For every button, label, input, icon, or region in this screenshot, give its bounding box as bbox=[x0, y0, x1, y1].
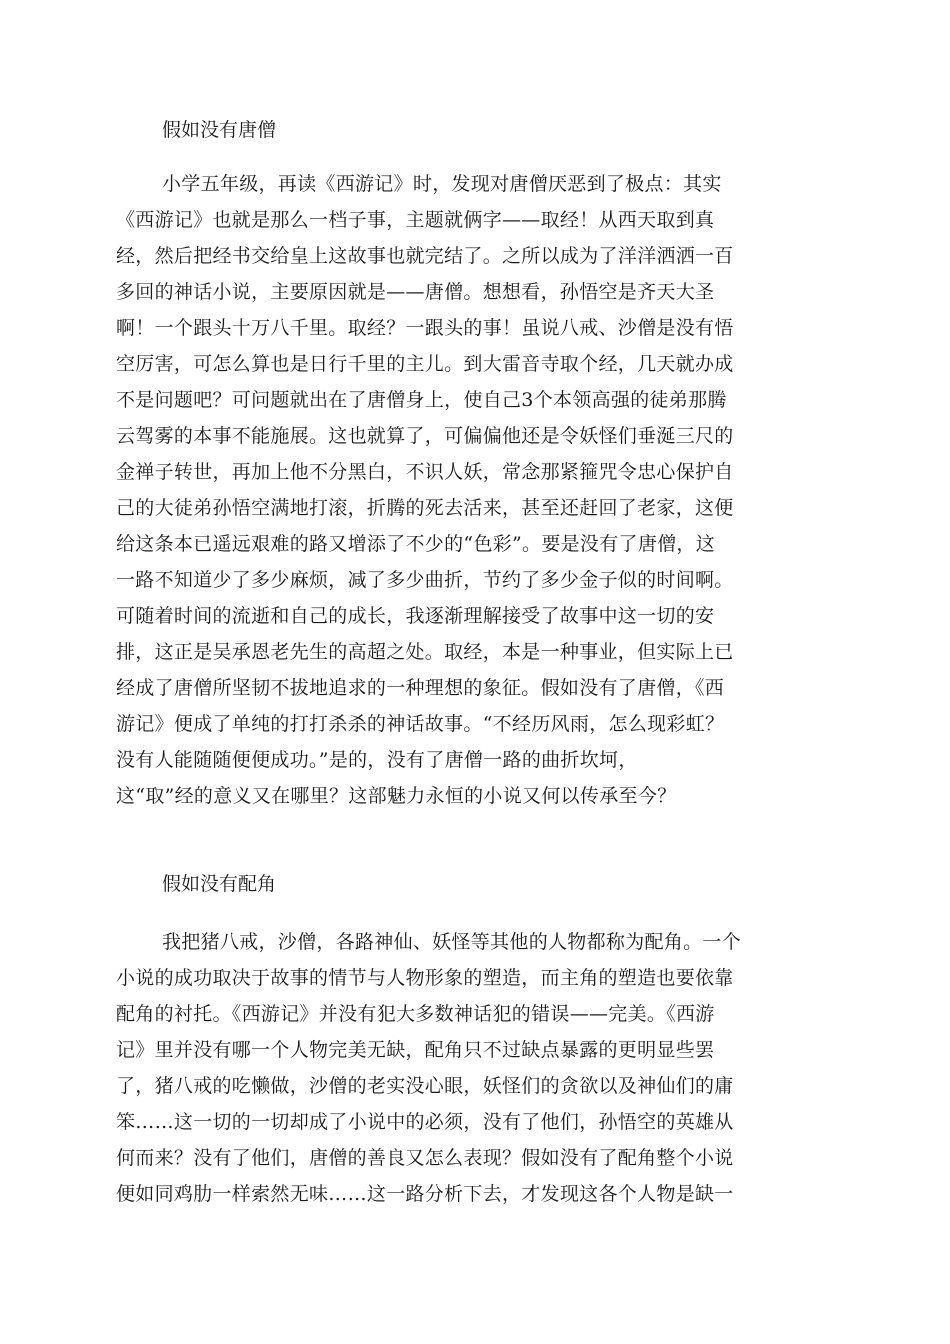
paragraph-line: 己的大徒弟孙悟空满地打滚，折腾的死去活来，甚至还赶回了老家，这便 bbox=[116, 497, 734, 519]
paragraph-line: 配角的衬托。《西游记》并没有犯大多数神话犯的错误——完美。《西游 bbox=[116, 1003, 715, 1025]
paragraph-line: 云驾雾的本事不能施展。这也就算了，可偏偏他还是令妖怪们垂涎三尺的 bbox=[116, 425, 734, 447]
paragraph-line: 空厉害，可怎么算也是日行千里的主儿。到大雷音寺取个经，几天就办成 bbox=[116, 353, 734, 375]
paragraph-line: 这“取”经的意义又在哪里？这部魅力永恒的小说又何以传承至今？ bbox=[116, 785, 677, 807]
paragraph-line: 给这条本已遥远艰难的路又增添了不少的“色彩”。要是没有了唐僧，这 bbox=[116, 533, 716, 555]
paragraph-line: 一路不知道少了多少麻烦，减了多少曲折，节约了多少金子似的时间啊。 bbox=[116, 569, 734, 591]
paragraph-line: 便如同鸡肋一样索然无味……这一路分析下去，才发现这各个人物是缺一 bbox=[116, 1183, 734, 1205]
paragraph-line: 记》里并没有哪一个人物完美无缺，配角只不过缺点暴露的更明显些罢 bbox=[116, 1039, 715, 1061]
paragraph-line: 《西游记》也就是那么一档子事，主题就俩字——取经！从西天取到真 bbox=[116, 209, 715, 231]
paragraph-line: 可随着时间的流逝和自己的成长，我逐渐理解接受了故事中这一切的安 bbox=[116, 605, 715, 627]
paragraph-line: 笨……这一切的一切却成了小说中的必须，没有了他们，孙悟空的英雄从 bbox=[116, 1111, 734, 1133]
paragraph-line: 金禅子转世，再加上他不分黑白，不识人妖，常念那紧箍咒令忠心保护自 bbox=[116, 461, 734, 483]
paragraph-line: 不是问题吧？可问题就出在了唐僧身上，使自己3个本领高强的徒弟那腾 bbox=[116, 389, 727, 411]
section-heading-supporting-roles: 假如没有配角 bbox=[162, 873, 277, 895]
paragraph-line: 何而来？没有了他们，唐僧的善良又怎么表现？假如没有了配角整个小说 bbox=[116, 1147, 734, 1169]
paragraph-line: 啊！一个跟头十万八千里。取经？一跟头的事！虽说八戒、沙僧是没有悟 bbox=[116, 317, 734, 339]
paragraph-line: 小学五年级，再读《西游记》时，发现对唐僧厌恶到了极点：其实 bbox=[162, 173, 722, 195]
paragraph-line: 经，然后把经书交给皇上这故事也就完结了。之所以成为了洋洋洒洒一百 bbox=[116, 245, 734, 267]
paragraph-line: 排，这正是吴承恩老先生的高超之处。取经，本是一种事业，但实际上已 bbox=[116, 641, 734, 663]
paragraph-line: 多回的神话小说，主要原因就是——唐僧。想想看，孙悟空是齐天大圣 bbox=[116, 281, 715, 303]
paragraph-line: 经成了唐僧所坚韧不拔地追求的一种理想的象征。假如没有了唐僧，《西 bbox=[116, 677, 725, 699]
paragraph-line: 没有人能随随便便成功。”是的，没有了唐僧一路的曲折坎坷， bbox=[116, 749, 638, 771]
paragraph-line: 了，猪八戒的吃懒做，沙僧的老实没心眼，妖怪们的贪欲以及神仙们的庸 bbox=[116, 1075, 734, 1097]
section-heading-tang-monk: 假如没有唐僧 bbox=[162, 119, 277, 141]
paragraph-line: 游记》便成了单纯的打打杀杀的神话故事。“不经历风雨，怎么现彩虹？ bbox=[116, 713, 725, 735]
paragraph-line: 我把猪八戒，沙僧，各路神仙、妖怪等其他的人物都称为配角。一个 bbox=[162, 931, 742, 953]
paragraph-line: 小说的成功取决于故事的情节与人物形象的塑造，而主角的塑造也要依靠 bbox=[116, 967, 734, 989]
